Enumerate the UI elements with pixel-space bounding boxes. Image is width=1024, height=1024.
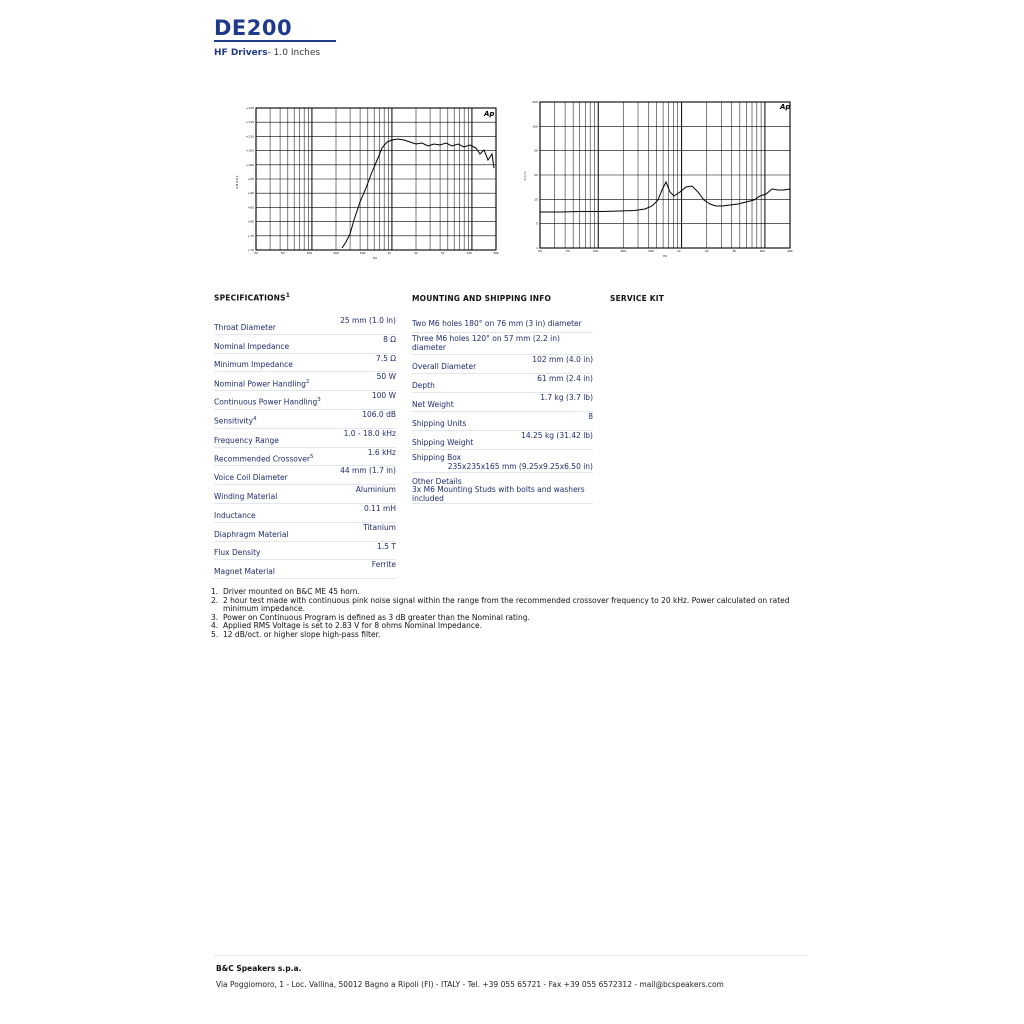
spec-label: Frequency Range — [214, 435, 279, 445]
spec-row — [214, 316, 396, 335]
spec-row — [214, 542, 396, 561]
spec-row — [214, 485, 396, 504]
y-tick-label: 50 — [534, 148, 538, 153]
spec-row — [214, 560, 396, 579]
spec-value: 7.5 Ω — [375, 353, 396, 363]
spec-row — [214, 504, 396, 523]
footnote-number: 5. — [211, 629, 219, 639]
mounting-table — [412, 318, 593, 504]
mounting-row — [412, 355, 593, 374]
frequency-response-graph — [232, 102, 500, 262]
spec-label: Winding Material — [214, 491, 278, 501]
mounting-row — [412, 393, 593, 412]
x-tick-label: 20k — [493, 251, 499, 255]
spec-row — [214, 391, 396, 410]
y-tick-label: +75 — [247, 233, 254, 238]
spec-label: Recommended Crossover$^5$ — [214, 453, 314, 464]
page-subtitle — [214, 48, 320, 58]
spec-label: Minimum Impedance — [214, 360, 293, 370]
mounting-row — [412, 412, 593, 431]
mounting-value: 8 — [588, 412, 593, 421]
spec-label: Nominal Impedance — [214, 341, 290, 351]
size-label: - 1.0 Inches — [267, 48, 321, 58]
spec-row — [214, 372, 396, 391]
footnote-text: Driver mounted on B&C ME 45 horn. — [223, 587, 360, 596]
spec-label: Voice Coil Diameter — [214, 473, 288, 483]
spec-label: Inductance — [214, 510, 256, 520]
company-name: B&C Speakers s.p.a. — [216, 964, 302, 973]
spec-value: 25 mm (1.0 in) — [340, 316, 396, 325]
spec-row — [214, 466, 396, 485]
spec-value: Aluminium — [355, 485, 396, 495]
y-tick-label: +110 — [245, 134, 254, 139]
mounting-label: Other Details — [412, 477, 462, 486]
mounting-row — [412, 318, 593, 333]
mounting-value: 3x M6 Mounting Studs with bolts and washers included — [412, 485, 585, 503]
mounting-value: 14.25 kg (31.42 lb) — [521, 431, 593, 440]
spec-label: Magnet Material — [214, 567, 275, 577]
mounting-label: Net Weight — [412, 400, 454, 409]
footnote-text: Applied RMS Voltage is set to 2.83 V for 8 ohms Nominal Impedance. — [223, 621, 482, 631]
x-tick-label: 2k — [414, 251, 418, 255]
impedance-graph — [520, 96, 796, 260]
mounting-value: 1.7 kg (3.7 lb) — [540, 393, 593, 402]
mounting-row — [412, 473, 593, 504]
specifications-table — [214, 316, 396, 579]
mounting-label: Two M6 holes 180° on 76 mm (3 in) diameter — [412, 319, 582, 328]
title-underline — [214, 40, 336, 42]
x-tick-label: 10k — [466, 251, 473, 255]
y-tick-label: 1 — [536, 246, 538, 250]
x-tick-label: 100 — [592, 249, 599, 253]
impedance-curve — [540, 182, 790, 212]
mounting-label: Three M6 holes 120° on 57 mm (2.2 in) diameter — [412, 334, 560, 352]
spec-label: Nominal Power Handling$^2$ — [214, 378, 310, 389]
spec-footnote-ref: 3 — [317, 397, 321, 404]
mounting-label: Overall Diameter — [412, 362, 477, 371]
imp-grid — [540, 102, 790, 248]
mounting-value: 235x235x165 mm (9.25x9.25x6.50 in) — [447, 462, 593, 471]
y-tick-label: 20 — [534, 173, 538, 177]
y-tick-label: 100 — [532, 124, 538, 129]
x-tick-label: 50 — [280, 251, 285, 255]
spec-value: 44 mm (1.7 in) — [340, 466, 396, 476]
specifications-footnote-ref: 1 — [285, 292, 291, 299]
mounting-heading: MOUNTING AND SHIPPING INFO — [412, 294, 552, 303]
footnote-number: 2. — [211, 595, 219, 605]
mounting-row — [412, 431, 593, 450]
footnote-number: 3. — [211, 612, 219, 622]
x-tick-label: 5k — [732, 249, 737, 253]
y-tick-label: 5 — [536, 221, 538, 226]
y-tick-label: +115 — [245, 120, 254, 125]
mounting-row — [412, 374, 593, 393]
y-tick-label: +85 — [247, 205, 254, 210]
imp-y-label: O h m — [523, 171, 527, 181]
x-tick-label: 1k — [677, 249, 681, 253]
spec-label: Continuous Power Handling$^3$ — [214, 397, 321, 407]
y-tick-label: +90 — [247, 191, 254, 196]
x-tick-label: 100 — [306, 251, 313, 255]
spec-row — [214, 429, 396, 448]
frequency-response-curve — [342, 139, 494, 248]
freq-grid — [256, 108, 496, 250]
footnote — [211, 631, 801, 640]
spec-row — [214, 523, 396, 542]
page-title: DE200 — [214, 16, 293, 40]
y-tick-label: +105 — [245, 148, 254, 153]
company-address: Via Poggiomoro, 1 - Loc. Vallina, 50012 Bagno a Ripoli (FI) - ITALY - Tel. +39 055 65721 - Fax +39 055 6572312 - mail@bcspeakers.com — [216, 980, 724, 989]
category-label: HF Drivers — [214, 48, 268, 58]
spec-footnote-ref: 5 — [309, 453, 314, 460]
ap-logo: Ap — [484, 110, 495, 118]
spec-value: 1.6 kHz — [367, 447, 396, 457]
x-tick-label: 1k — [387, 251, 392, 255]
spec-row — [214, 354, 396, 373]
spec-value: 106.0 dB — [362, 409, 396, 419]
mounting-row — [412, 333, 593, 355]
mounting-label: Shipping Weight — [412, 438, 474, 447]
mounting-row — [412, 450, 593, 473]
footnote — [211, 597, 801, 614]
spec-value: Titanium — [363, 522, 396, 532]
mounting-value: 102 mm (4.0 in) — [532, 355, 593, 364]
spec-value: 1.0 - 18.0 kHz — [343, 428, 396, 438]
y-tick-label: +70 — [247, 248, 254, 252]
spec-label: Flux Density — [214, 548, 261, 558]
y-tick-label: 10 — [534, 197, 538, 202]
spec-row — [214, 335, 396, 354]
footnote-number: 1. — [211, 587, 219, 596]
freq-x-label: Hz — [373, 256, 377, 260]
x-tick-label: 20k — [787, 249, 793, 253]
spec-value: 0.11 mH — [363, 503, 396, 513]
spec-footnote-ref: 4 — [253, 416, 257, 423]
footnote-number: 4. — [211, 621, 219, 631]
spec-value: 1.5 T — [377, 541, 396, 551]
ap-logo: Ap — [780, 103, 791, 111]
spec-value: 100 W — [371, 391, 396, 401]
footnote-text: Power on Continuous Program is defined as 3 dB greater than the Nominal rating. — [223, 612, 530, 622]
spec-label: Diaphragm Material — [214, 529, 289, 539]
y-tick-label: 200 — [532, 100, 538, 104]
mounting-label: Shipping Box — [412, 453, 462, 462]
x-tick-label: 5k — [440, 251, 445, 255]
imp-x-label: Hz — [663, 254, 667, 258]
x-tick-label: 500 — [648, 249, 654, 253]
spec-label: Throat Diameter — [214, 322, 276, 332]
x-tick-label: 50 — [565, 249, 570, 253]
spec-row — [214, 448, 396, 467]
footnote-text: 12 dB/oct. or higher slope high-pass filter. — [223, 629, 381, 639]
spec-label: Sensitivity$^4$ — [214, 416, 257, 426]
footnotes — [211, 588, 801, 640]
x-tick-label: 200 — [620, 249, 627, 253]
x-tick-label: 2k — [704, 249, 709, 253]
x-tick-label: 500 — [359, 251, 366, 255]
x-tick-label: 20 — [538, 249, 542, 253]
y-tick-label: +95 — [247, 177, 254, 181]
service-kit-heading: SERVICE KIT — [610, 294, 665, 303]
spec-row — [214, 410, 396, 429]
spec-footnote-ref: 2 — [305, 378, 310, 385]
footer-divider — [214, 955, 808, 956]
x-tick-label: 10k — [759, 249, 766, 253]
mounting-label: Depth — [412, 381, 435, 390]
spec-value: Ferrite — [371, 560, 396, 570]
spec-value: 50 W — [376, 372, 396, 382]
x-tick-label: 200 — [333, 251, 339, 255]
specifications-title: SPECIFICATIONS — [214, 293, 286, 303]
specifications-heading — [214, 292, 290, 303]
spec-value: 8 Ω — [383, 334, 396, 344]
mounting-value: 61 mm (2.4 in) — [537, 374, 593, 383]
y-tick-label: +120 — [245, 106, 254, 110]
mounting-label: Shipping Units — [412, 419, 467, 428]
freq-y-label: d B S P L — [235, 175, 239, 189]
x-tick-label: 20 — [254, 251, 258, 255]
y-tick-label: +80 — [247, 219, 254, 224]
footnote-text: 2 hour test made with continuous pink noise signal within the range from the recommended crossover frequency to 20 kHz. Power calculated on rated minimum impedance. — [223, 595, 790, 614]
y-tick-label: +100 — [245, 162, 254, 167]
